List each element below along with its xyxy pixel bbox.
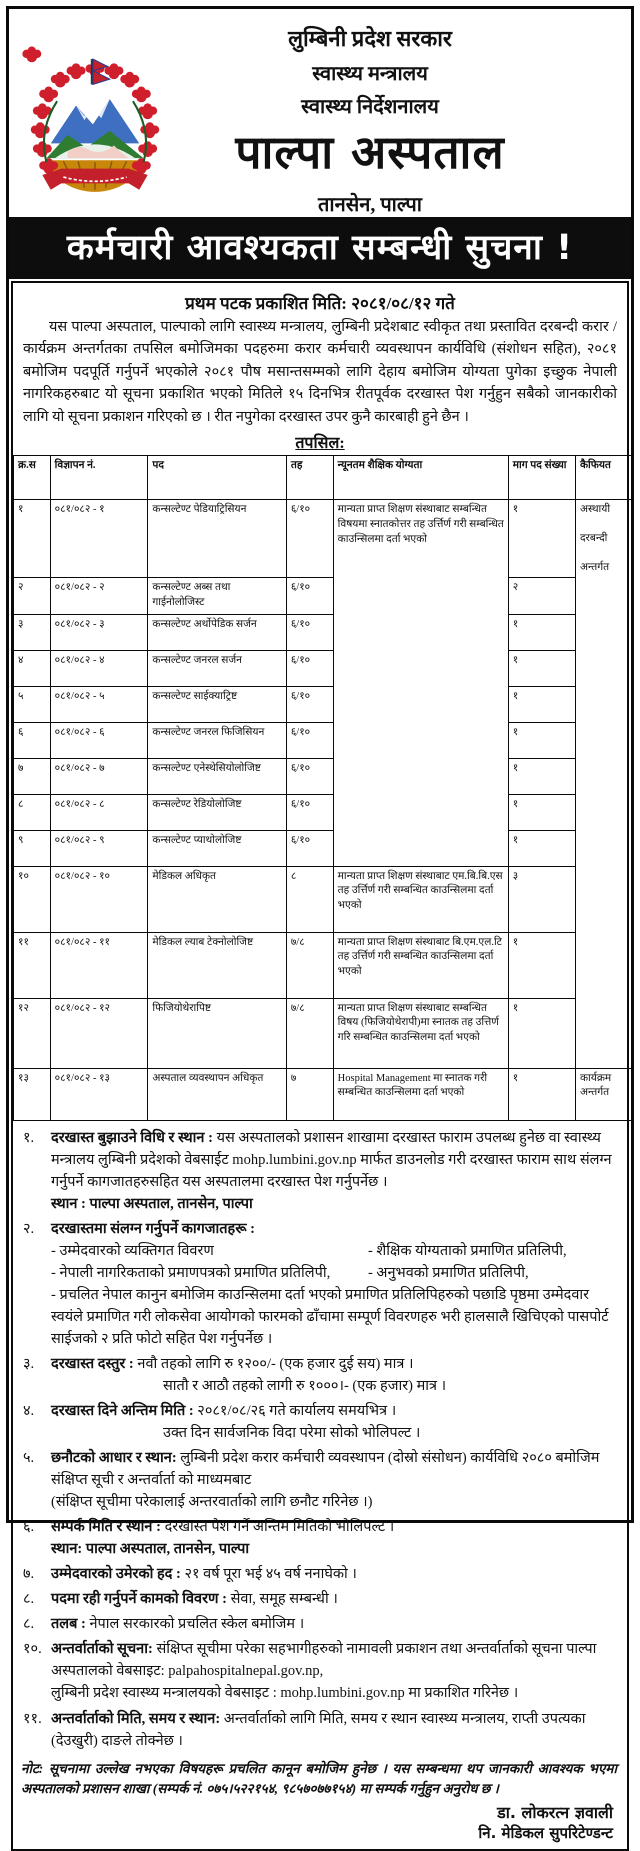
- cell-level: ६/१०: [286, 500, 333, 578]
- item-body: [51, 1127, 617, 1215]
- item-first-line: [51, 1708, 617, 1752]
- document-item: - नेपाली नागरिकताको प्रमाणपत्रको प्रमाणित प्रतिलिपी,: [51, 1264, 331, 1281]
- list-item: [21, 1708, 617, 1752]
- item-text: यस अस्पतालको प्रशासन शाखामा दरखास्त फाराम उपलब्ध हुनेछ वा स्वास्थ्य मन्त्रालय लुम्बिनी प्रदेशको वेबसाईट mohp.lumbini.gov.np मार्फत डाउनलोड गरी दरखास्त फाराम साथ संलग्न गर्नुपर्ने कागजातहरुसहित यस अस्पतालमा दरखास्त पेश गर्नुपर्नेछ ।: [51, 1129, 612, 1190]
- item-number: २.: [23, 1220, 35, 1237]
- item-text: सेवा, समूह सम्बन्धी ।: [230, 1591, 338, 1608]
- item-body: [51, 1353, 617, 1397]
- item-text: २१ वर्ष पूरा भई ४५ वर्ष ननाघेको ।: [184, 1566, 357, 1583]
- cell-position: कन्सल्टेण्ट साईक्याट्रिष्ट: [148, 686, 286, 722]
- item-number: ८.: [23, 1616, 35, 1633]
- cell-sn: ६: [14, 722, 51, 758]
- cell-qualification-merged: मान्यता प्राप्त शिक्षण संस्थाबाट सम्बन्धित विषयमा स्नातकोत्तर तह उर्त्तिर्ण गरी सम्बन्धित काउन्सिलमा दर्ता भएको: [333, 500, 508, 866]
- item-first-line: [51, 1127, 617, 1193]
- table-row: [14, 500, 633, 578]
- item-number: ४.: [23, 1403, 35, 1420]
- item-label: दरखास्तमा संलग्न गर्नुपर्ने कागजातहरू :: [51, 1220, 255, 1237]
- item-first-line: [51, 1588, 617, 1610]
- government-name: लुम्बिनी प्रदेश सरकार: [288, 26, 452, 51]
- cell-advertisement: ०८१/०८२ - १: [50, 500, 148, 578]
- cell-position: अस्पताल व्यवस्थापन अधिकृत: [148, 1068, 286, 1120]
- cell-position: मेडिकल ल्याब टेक्नोलोजिष्ट: [148, 932, 286, 998]
- item-text: २०८१/०८/२६ गते कार्यालय समयभित्र ।: [197, 1403, 397, 1420]
- list-item: [21, 1588, 617, 1610]
- item-label: अन्तर्वार्ताको सूचना:: [51, 1641, 157, 1658]
- hospital-location: तानसेन, पाल्पा: [318, 193, 422, 216]
- table-title: तपसिल:: [295, 435, 345, 453]
- column-header-qualification: न्यूनतम शैक्षिक योग्यता: [333, 456, 508, 500]
- item-first-line: [51, 1563, 617, 1585]
- remark-line: दरबन्दी: [579, 533, 608, 545]
- cell-advertisement: ०८१/०८२ - १३: [50, 1068, 148, 1120]
- cell-level: ६/१०: [286, 794, 333, 830]
- item-first-line: [51, 1218, 617, 1240]
- cell-qualification: मान्यता प्राप्त शिक्षण संस्थाबाट एम.बि.बि.एस तह उर्त्तिर्ण गरी सम्बन्धित काउन्सिलमा दर्ता भएको: [333, 866, 508, 932]
- cell-advertisement: ०८१/०८२ - ९: [50, 830, 148, 866]
- item-number: ११.: [23, 1710, 42, 1727]
- cell-position: कन्सल्टेण्ट जनरल सर्जन: [148, 650, 286, 686]
- item-body: [51, 1400, 617, 1444]
- item-number: ६.: [23, 1519, 35, 1536]
- item-first-line: [51, 1400, 617, 1422]
- cell-level: ६/१०: [286, 650, 333, 686]
- hospital-name: पाल्पा अस्पताल: [235, 125, 505, 179]
- cell-position: कन्सल्टेण्ट एनेस्थेसियोलोजिष्ट: [148, 758, 286, 794]
- cell-advertisement: ०८१/०८२ - ७: [50, 758, 148, 794]
- cell-count: १: [508, 500, 575, 578]
- cell-remarks: कार्यक्रम अन्तर्गत: [575, 1068, 632, 1120]
- cell-sn: ७: [14, 758, 51, 794]
- item-number: ३.: [23, 1356, 35, 1373]
- item-subline: सातौ र आठौ तहको लागी रु १०००।- (एक हजार) मात्र ।: [163, 1378, 447, 1395]
- cell-count: १: [508, 998, 575, 1068]
- notice-body: [11, 281, 629, 1851]
- cell-sn: १: [14, 500, 51, 578]
- cell-level: ७: [286, 1068, 333, 1120]
- cell-advertisement: ०८१/०८२ - १०: [50, 866, 148, 932]
- cell-level: ८: [286, 866, 333, 932]
- cell-count: ३: [508, 866, 575, 932]
- item-first-line: [51, 1613, 617, 1635]
- column-header-advertisement: विज्ञापन नं.: [50, 456, 148, 500]
- item-label: पदमा रही गर्नुपर्ने कामको विवरण :: [51, 1591, 231, 1608]
- cell-count: १: [508, 614, 575, 650]
- cell-count: १: [508, 830, 575, 866]
- table-row: [14, 794, 633, 830]
- item-label: दरखास्त बुझाउने विधि र स्थान :: [51, 1129, 217, 1146]
- directorate-name: स्वास्थ्य निर्देशनालय: [301, 96, 439, 118]
- signatory-name: डा. लोकरत्न ज्ञवाली: [497, 1803, 613, 1823]
- item-number: १.: [23, 1129, 35, 1146]
- table-row: [14, 650, 633, 686]
- cell-count: २: [508, 578, 575, 614]
- cell-level: ६/१०: [286, 578, 333, 614]
- item-label: अन्तर्वार्ताको मिति, समय र स्थान:: [51, 1710, 224, 1727]
- item-first-line: [51, 1516, 617, 1538]
- cell-position: कन्सल्टेण्ट जनरल फिजिसियन: [148, 722, 286, 758]
- remark-line: अन्तर्गत: [579, 561, 610, 573]
- cell-sn: १०: [14, 866, 51, 932]
- cell-advertisement: ०८१/०८२ - ६: [50, 722, 148, 758]
- vacancy-table: [13, 455, 633, 1120]
- item-text: संक्षिप्त सूचीमा परेका सहभागीहरुको नामावली प्रकाशन तथा अन्तर्वार्ताको सूचना पाल्पा अस्पतालको वेबसाइट: palpahospitalnepal.gov.np,: [51, 1641, 597, 1680]
- cell-level: ६/१०: [286, 758, 333, 794]
- cell-position: कन्सल्टेण्ट अब्स तथा गाईनोलोजिस्ट: [148, 578, 286, 614]
- table-row: [14, 830, 633, 866]
- cell-level: ७/८: [286, 932, 333, 998]
- item-subline: स्थान: पाल्पा अस्पताल, तानसेन, पाल्पा: [51, 1541, 250, 1558]
- table-row: [14, 578, 633, 614]
- notice-sheet: [6, 6, 634, 1843]
- list-item: [21, 1516, 617, 1560]
- cell-position: मेडिकल अधिकृत: [148, 866, 286, 932]
- item-subline: - प्रचलित नेपाल कानुन बमोजिम काउन्सिलमा दर्ता भएको प्रमाणित प्रतिलिपिहरुको पछाडि पृष्ठमा उम्मेदवार स्वयंले प्रमाणित गरी लोकसेवा आयोगको फारमको ढाँचामा सम्पूर्ण विवरणहरु भरी हालसालै खिचिएको पासपोर्ट साईजको २ प्रति फोटो सहित पेश गर्नुपर्नेछ ।: [51, 1286, 609, 1347]
- item-text: दरखास्त पेश गर्ने अन्तिम मितिको भोलिपल्ट ।: [164, 1519, 395, 1536]
- notice-title-banner: कर्मचारी आवश्यकता सम्बन्धी सुचना !: [9, 217, 631, 279]
- item-subline: स्थान : पाल्पा अस्पताल, तानसेन, पाल्पा: [51, 1195, 253, 1212]
- cell-sn: १२: [14, 998, 51, 1068]
- cell-advertisement: ०८१/०८२ - ४: [50, 650, 148, 686]
- item-first-line: [51, 1353, 617, 1375]
- cell-remarks-merged: [575, 500, 632, 1068]
- item-label: सम्पर्क मिति र स्थान :: [51, 1519, 165, 1536]
- cell-advertisement: ०८१/०८२ - ५: [50, 686, 148, 722]
- cell-position: कन्सल्टेण्ट अर्थोपेडिक सर्जन: [148, 614, 286, 650]
- cell-position: कन्सल्टेण्ट रेडियोलोजिष्ट: [148, 794, 286, 830]
- item-number: ७.: [23, 1566, 35, 1583]
- list-item: [21, 1638, 617, 1704]
- document-item: - उम्मेदवारको व्यक्तिगत विवरण: [51, 1242, 214, 1259]
- list-item: [21, 1613, 617, 1635]
- item-text: लुम्बिनी प्रदेश करार कर्मचारी व्यवस्थापन (दोस्रो संसोधन) कार्यविधि २०८० बमोजिम संक्षिप्त सूची र अन्तर्वार्ता को माध्यमबाट: [51, 1450, 600, 1489]
- table-row: [14, 758, 633, 794]
- letterhead: [9, 9, 631, 217]
- item-label: दरखास्त दस्तुर :: [51, 1356, 138, 1373]
- column-header-count: माग पद संख्या: [508, 456, 575, 500]
- cell-qualification: मान्यता प्राप्त शिक्षण संस्थाबाट सम्बन्धित विषय (फिजियोथेरापी)मा स्नातक तह उत्तिर्ण गरि सम्बन्धित काउन्सिलमा दर्ता भएको: [333, 998, 508, 1068]
- cell-sn: ११: [14, 932, 51, 998]
- document-columns-row: [51, 1262, 617, 1284]
- table-row: [14, 722, 633, 758]
- cell-sn: ३: [14, 614, 51, 650]
- cell-sn: ५: [14, 686, 51, 722]
- list-item: [21, 1400, 617, 1444]
- list-item: [21, 1563, 617, 1585]
- cell-level: ६/१०: [286, 722, 333, 758]
- item-body: [51, 1708, 617, 1752]
- cell-advertisement: ०८१/०८२ - ११: [50, 932, 148, 998]
- cell-count: १: [508, 758, 575, 794]
- item-label: छनौटको आधार र स्थान:: [51, 1450, 181, 1467]
- cell-position: कन्सल्टेण्ट प्याथोलोजिष्ट: [148, 830, 286, 866]
- item-first-line: [51, 1447, 617, 1491]
- intro-paragraph: यस पाल्पा अस्पताल, पाल्पाको लागि स्वास्थ्य मन्त्रालय, लुम्बिनी प्रदेशबाट स्वीकृत तथा प्रस्तावित दरबन्दी करार /कार्यक्रम अन्तर्गतका तपसिल बमोजिमका पदहरुमा करार कर्मचारी व्यवस्थापन कार्यविधि (संशोधन सहित), २०८१ बमोजिम पदपूर्ति गर्नुपर्ने भएकोले २०८१ पौष मसान्तसम्मको लागि देहाय बमोजिम योग्यता पुगेका इच्छुक नेपाली नागरिकहरुबाट यो सूचना प्रकाशित भएको मितिले १५ दिनभित्र रीतपूर्वक दरखास्त पेश गर्नुहुन सबैको जानकारीको लागि यो सूचना प्रकाशन गरिएको छ । रीत नपुगेका दरखास्त उपर कुनै कारबाही हुने छैन ।: [23, 319, 617, 425]
- item-text: नेपाल सरकारको प्रचलित स्केल बमोजिम ।: [89, 1616, 305, 1633]
- item-label: तलब :: [51, 1616, 90, 1633]
- item-number: ५.: [23, 1450, 35, 1467]
- cell-level: ६/१०: [286, 686, 333, 722]
- table-row: [14, 686, 633, 722]
- item-label: दरखास्त दिने अन्तिम मिति :: [51, 1403, 198, 1420]
- item-body: [51, 1516, 617, 1560]
- cell-position: फिजियोथेरापिष्ट: [148, 998, 286, 1068]
- cell-count: १: [508, 686, 575, 722]
- document-item: - शैक्षिक योग्यताको प्रमाणित प्रतिलिपी,: [367, 1242, 567, 1259]
- ministry-name: स्वास्थ्य मन्त्रालय: [312, 63, 428, 85]
- table-row: [14, 932, 633, 998]
- cell-sn: २: [14, 578, 51, 614]
- published-date: प्रथम पटक प्रकाशित मिति: २०८१/०८/१२ गते: [185, 294, 455, 313]
- cell-position: कन्सल्टेण्ट पेडियाट्रिसियन: [148, 500, 286, 578]
- cell-advertisement: ०८१/०८२ - ८: [50, 794, 148, 830]
- table-row: [14, 866, 633, 932]
- list-item: [21, 1447, 617, 1513]
- cell-level: ७/८: [286, 998, 333, 1068]
- item-body: [51, 1447, 617, 1513]
- column-header-sn: क्र.स: [14, 456, 51, 500]
- cell-qualification: मान्यता प्राप्त शिक्षण संस्थाबाट बि.एम.एल.टि तह उर्त्तिर्ण गरी सम्बन्धित काउन्सिलमा दर्ता भएको: [333, 932, 508, 998]
- cell-level: ६/१०: [286, 614, 333, 650]
- list-item: [21, 1218, 617, 1350]
- column-header-position: पद: [148, 456, 286, 500]
- item-subline: (संक्षिप्त सूचीमा परेकालाई अन्तरवार्ताको लागि छनौट गरिनेछ ।): [51, 1494, 373, 1511]
- cell-advertisement: ०८१/०८२ - ३: [50, 614, 148, 650]
- column-header-remarks: कैफियत: [575, 456, 632, 500]
- cell-count: १: [508, 932, 575, 998]
- cell-sn: ९: [14, 830, 51, 866]
- signatory-title: नि. मेडिकल सुपरिटेण्डन्ट: [478, 1824, 613, 1843]
- item-body: [51, 1218, 617, 1350]
- table-row: [14, 1068, 633, 1120]
- item-number: ८.: [23, 1591, 35, 1608]
- item-text: नवौ तहको लागि रु १२००/- (एक हजार दुई सय) मात्र ।: [137, 1356, 414, 1373]
- item-subline: उक्त दिन सार्वजनिक विदा परेमा सोको भोलिपल्ट ।: [163, 1425, 421, 1442]
- list-item: [21, 1127, 617, 1215]
- cell-count: १: [508, 722, 575, 758]
- item-body: [51, 1563, 617, 1585]
- document-columns-row: [51, 1240, 617, 1262]
- cell-sn: ४: [14, 650, 51, 686]
- list-item: [21, 1353, 617, 1397]
- item-text: अन्तर्वार्ताको लागि मिति, समय र स्थान स्वास्थ्य मन्त्रालय, राप्ती उपत्यका (देउखुरी) दाङले तोक्नेछ ।: [51, 1710, 586, 1749]
- table-row: [14, 614, 633, 650]
- table-header-row: [14, 456, 633, 500]
- cell-count: १: [508, 794, 575, 830]
- item-first-line: [51, 1638, 617, 1682]
- column-header-level: तह: [286, 456, 333, 500]
- item-body: [51, 1613, 617, 1635]
- cell-count: १: [508, 1068, 575, 1120]
- item-body: [51, 1588, 617, 1610]
- footnote: नोट: सूचनामा उल्लेख नभएका विषयहरू प्रचलित कानून बमोजिम हुनेछ । यस सम्बन्धमा थप जानकारी आवश्यक भएमा अस्पतालको प्रशासन शाखा (सम्पर्क नं. ०७५।५२२१५४, ९८५७०७७१५४) मा सम्पर्क गर्नुहुन अनुरोध छ ।: [21, 1760, 617, 1796]
- cell-qualification: Hospital Management मा स्नातक गरी सम्बन्धित काउन्सिलमा दर्ता भएको: [333, 1068, 508, 1120]
- cell-level: ६/१०: [286, 830, 333, 866]
- cell-advertisement: ०८१/०८२ - १२: [50, 998, 148, 1068]
- item-body: [51, 1638, 617, 1704]
- details-list: [13, 1121, 627, 1752]
- item-label: उम्मेदवारको उमेरको हद :: [51, 1566, 185, 1583]
- document-item: - अनुभवको प्रमाणित प्रतिलिपी,: [367, 1264, 529, 1281]
- cell-sn: ८: [14, 794, 51, 830]
- cell-sn: १३: [14, 1068, 51, 1120]
- cell-count: १: [508, 650, 575, 686]
- item-subline: लुम्बिनी प्रदेश स्वास्थ्य मन्त्रालयको वेबसाइट : mohp.lumbini.gov.np मा प्रकाशित गरिनेछ ।: [51, 1685, 519, 1702]
- remark-line: अस्थायी: [579, 504, 611, 516]
- cell-advertisement: ०८१/०८२ - २: [50, 578, 148, 614]
- nepal-government-emblem-icon: [29, 57, 161, 215]
- item-number: १०.: [23, 1641, 42, 1658]
- signature-block: [13, 1799, 627, 1849]
- table-row: [14, 998, 633, 1068]
